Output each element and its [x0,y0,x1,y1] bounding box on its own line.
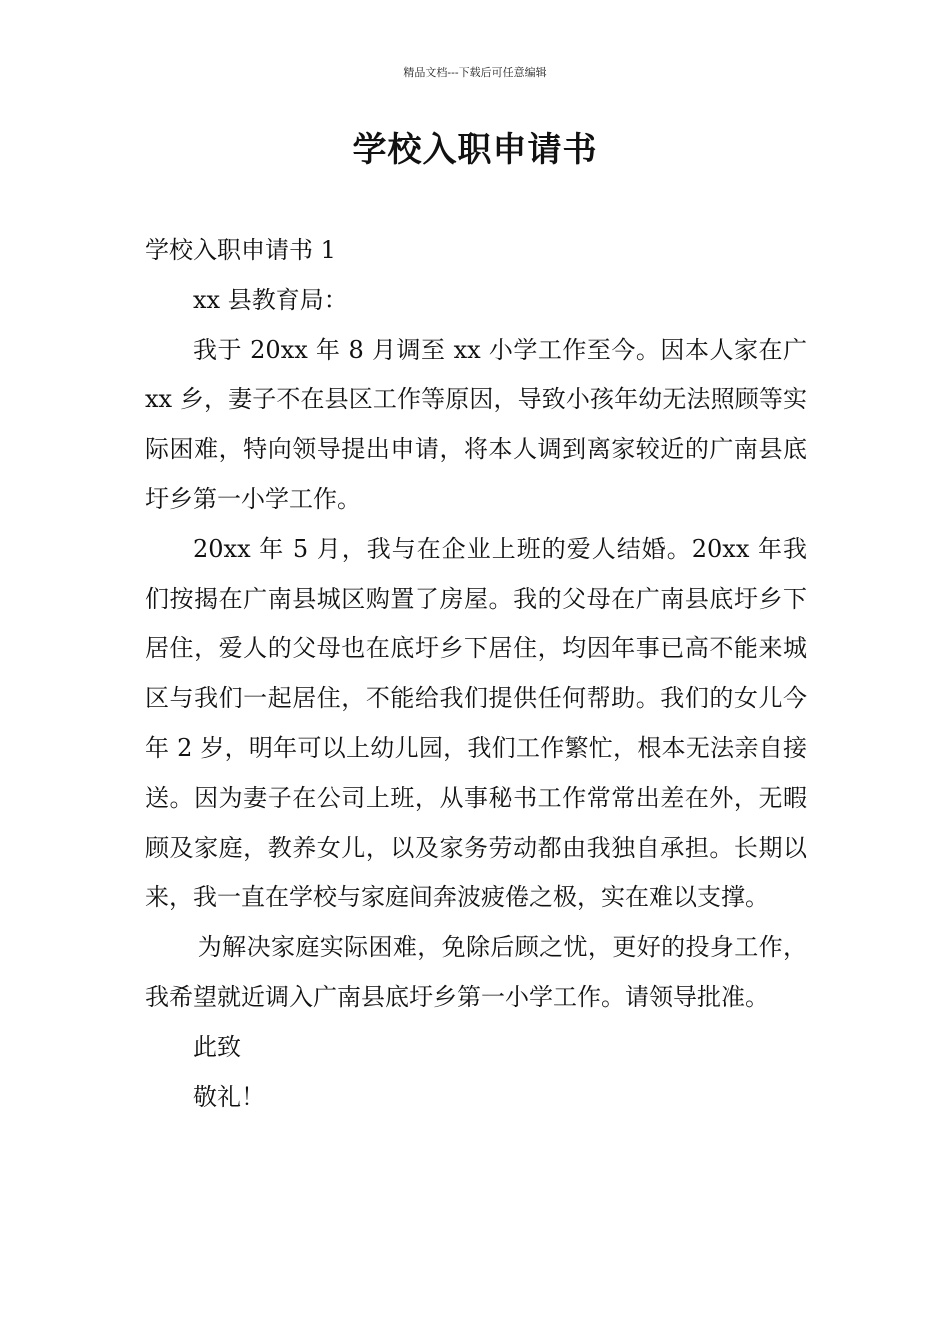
paragraph-2: 20xx 年 5 月，我与在企业上班的爱人结婚。20xx 年我们按揭在广南县城区购置了房屋。我的父母在广南县底圩乡下居住，爱人的父母也在底圩乡下居住，均因年事已高不能来城区与我们一起居住，不能给我们提供任何帮助。我们的女儿今年 2 岁，明年可以上幼儿园，我们工作繁忙，根本无法亲自接送。因为妻子在公司上班，从事秘书工作常常出差在外，无暇顾及家庭，教养女儿，以及家务劳动都由我独自承担。长期以来，我一直在学校与家庭间奔波疲倦之极，实在难以支撑。 [145,534,807,912]
paragraph-3: 为解决家庭实际困难，免除后顾之忧，更好的投身工作，我希望就近调入广南县底圩乡第一小学工作。请领导批准。 [145,933,807,1011]
section-heading: 学校入职申请书 1 [145,236,336,264]
paragraph-1: 我于 20xx 年 8 月调至 xx 小学工作至今。因本人家在广 xx 乡，妻子不在县区工作等原因，导致小孩年幼无法照顾等实际困难，特向领导提出申请，将本人调到离家较近的广南县底圩乡第一小学工作。 [145,335,807,513]
salutation: xx 县教育局： [193,285,348,314]
closing-line-1: 此致 [193,1032,241,1061]
document-body [145,226,807,1122]
closing-line-2: 敬礼！ [193,1082,265,1111]
page-header-note: 精品文档---下载后可任意编辑 [403,66,547,79]
document-title: 学校入职申请书 [352,130,598,170]
